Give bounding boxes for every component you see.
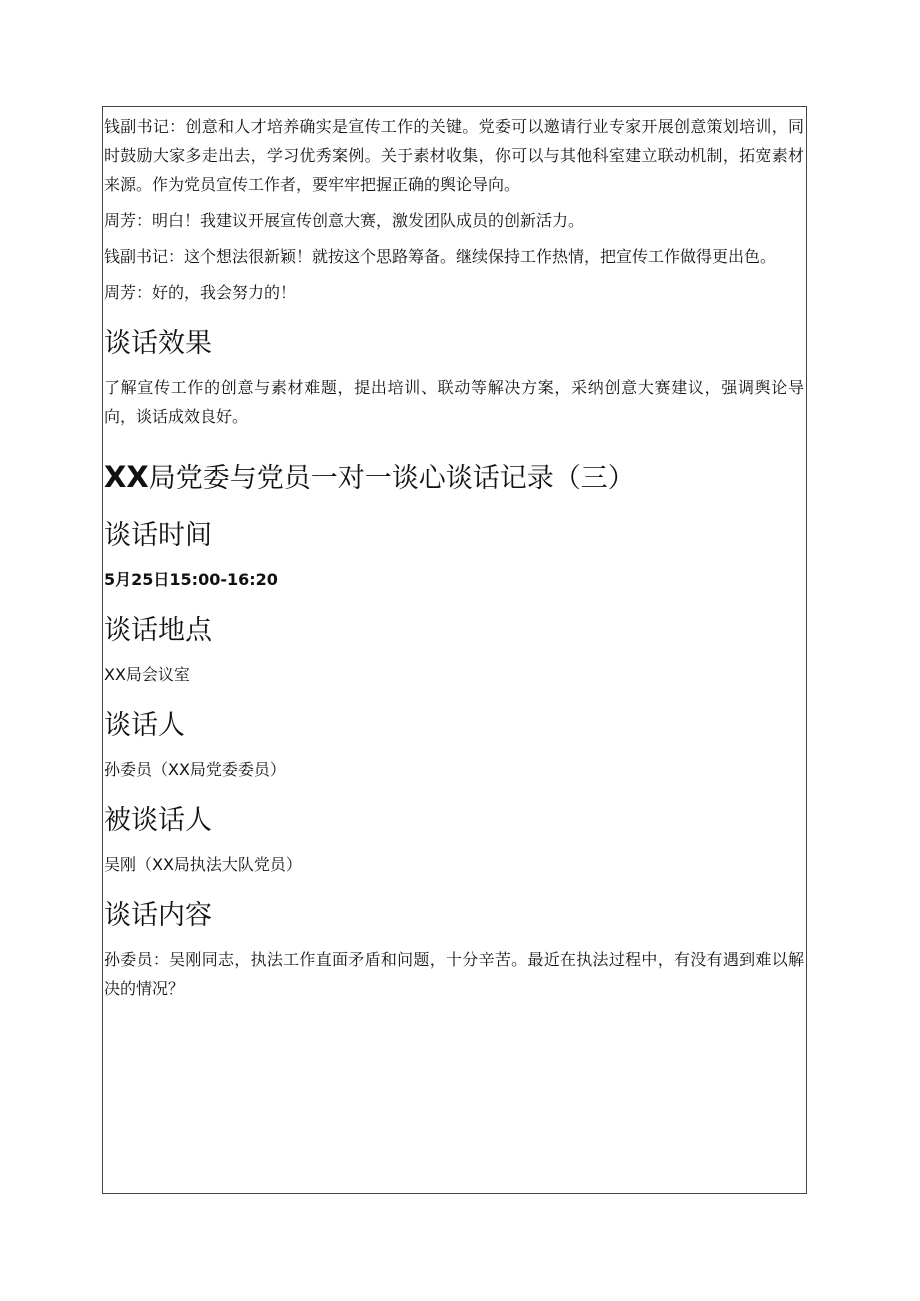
dialogue-line: 钱副书记：这个想法很新颖！就按这个思路筹备。继续保持工作热情，把宣传工作做得更出色。 [104, 247, 777, 266]
dialogue-line: 周芳：好的，我会努力的！ [104, 283, 297, 302]
talkee-value: 吴刚（XX局执法大队党员） [104, 855, 302, 874]
talker-heading: 谈话人 [104, 710, 185, 741]
effect-heading: 谈话效果 [104, 328, 212, 359]
time-heading: 谈话时间 [104, 520, 212, 551]
record-title-rest: 局党委与党员一对一谈心谈话记录（三） [148, 463, 635, 494]
dialogue-line: 周芳：明白！我建议开展宣传创意大赛，激发团队成员的创新活力。 [104, 211, 585, 230]
place-value: XX局会议室 [104, 665, 190, 684]
content-first-line: 孙委员：吴刚同志，执法工作直面矛盾和问题，十分辛苦。最近在执法过程中，有没有遇到难以解决的情况？ [104, 950, 804, 998]
talker-value: 孙委员（XX局党委委员） [104, 760, 286, 779]
content-heading: 谈话内容 [104, 900, 212, 931]
record-title-prefix: XX [104, 460, 149, 494]
talkee-heading: 被谈话人 [104, 805, 212, 836]
dialogue-line: 钱副书记：创意和人才培养确实是宣传工作的关键。党委可以邀请行业专家开展创意策划培训，同时鼓励大家多走出去，学习优秀案例。关于素材收集，你可以与其他科室建立联动机制，拓宽素材来源。作为党员宣传工作者，要牢牢把握正确的舆论导向。 [104, 117, 804, 194]
place-heading: 谈话地点 [104, 615, 212, 646]
time-value: 5月25日15:00-16:20 [104, 570, 278, 589]
record-title [104, 457, 804, 499]
effect-text: 了解宣传工作的创意与素材难题，提出培训、联动等解决方案，采纳创意大赛建议，强调舆论导向，谈话成效良好。 [104, 378, 804, 426]
document-body [104, 112, 804, 1010]
